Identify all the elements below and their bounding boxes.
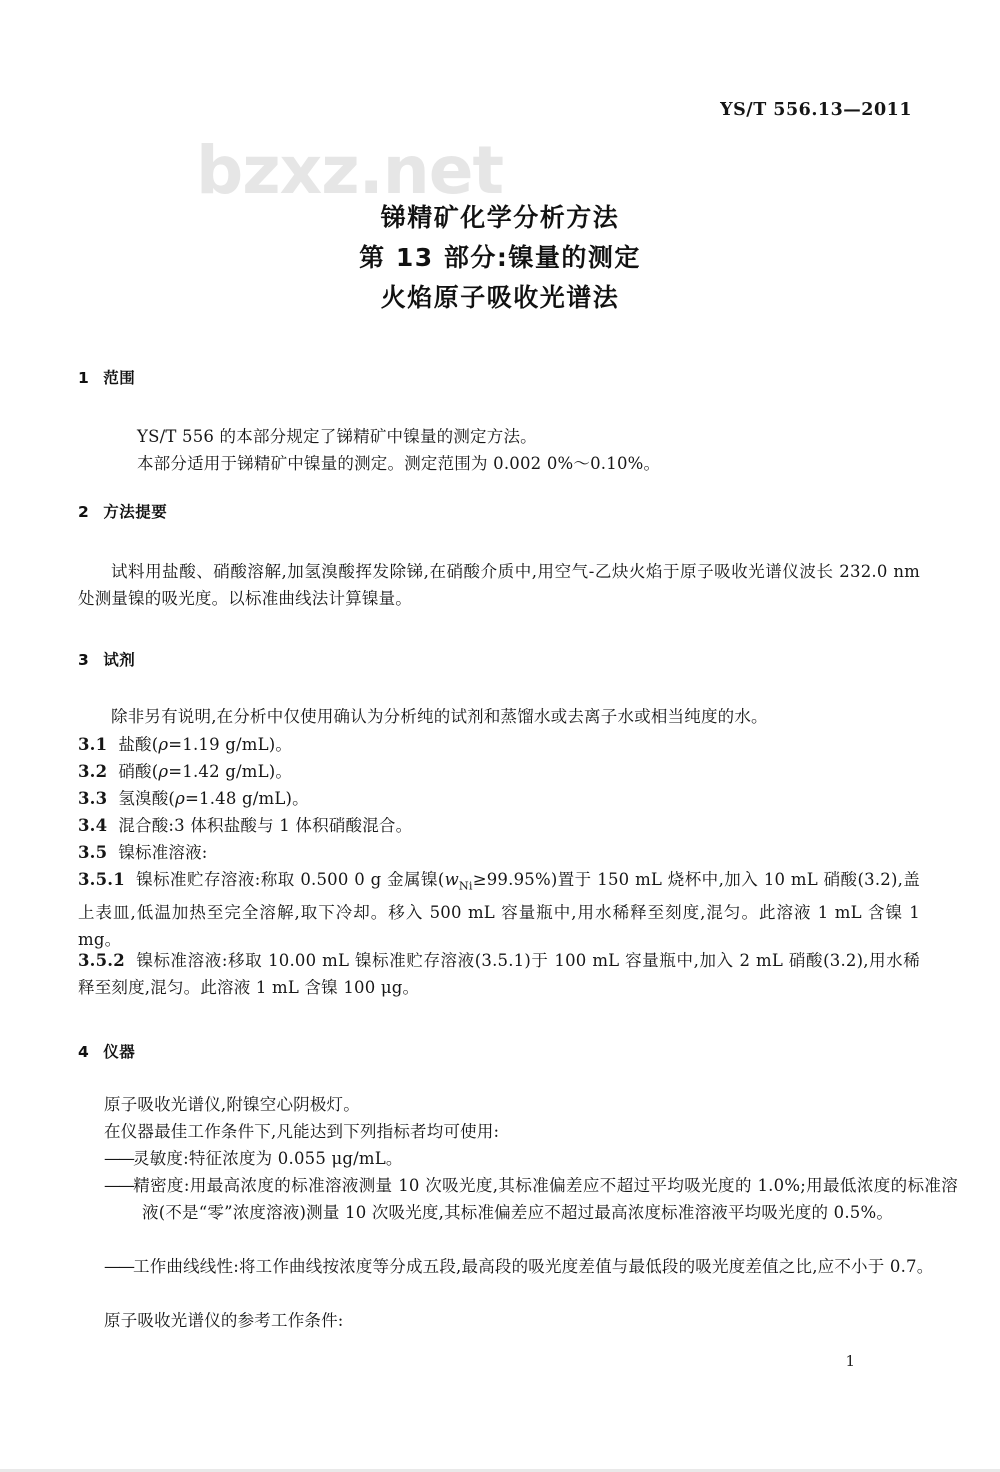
dash-marker-icon: —— xyxy=(104,1149,133,1168)
section-title-1: 范围 xyxy=(103,369,136,387)
precision-text: 精密度:用最高浓度的标准溶液测量 10 次吸光度,其标准偏差应不超过平均吸光度的 1.0%;用最低浓度的标准溶液(不是“零”浓度溶液)测量 10 次吸光度,其标准偏差应不超过最高浓度标准溶液平均吸光度的 0.5%。 xyxy=(133,1176,958,1222)
section-title-2: 方法提要 xyxy=(103,503,168,521)
density-symbol-3-2: ρ xyxy=(158,762,169,781)
standard-solution-text: 移取 10.00 mL 镍标准贮存溶液(3.5.1)于 100 mL 容量瓶中,加入 2 mL 硝酸(3.2),用水稀释至刻度,混匀。此溶液 1 mL 含镍 100 μg。 xyxy=(78,951,920,997)
apparatus-closing-line: 原子吸收光谱仪的参考工作条件: xyxy=(104,1311,344,1330)
reagent-number-3-2: 3.2 xyxy=(78,762,108,781)
reagent-number-3-5-2: 3.5.2 xyxy=(78,951,125,970)
section-heading-principle xyxy=(78,500,167,522)
linearity-text: 工作曲线线性:将工作曲线按浓度等分成五段,最高段的吸光度差值与最低段的吸光度差值之比,应不小于 0.7。 xyxy=(133,1257,934,1276)
section-number-1: 1 xyxy=(78,369,90,387)
reagent-number-3-4: 3.4 xyxy=(78,816,108,835)
density-symbol-3-3: ρ xyxy=(175,789,185,808)
title-line-3: 火焰原子吸收光谱法 xyxy=(380,283,620,312)
sensitivity-text: 灵敏度:特征浓度为 0.055 μg/mL。 xyxy=(133,1149,403,1168)
principle-paragraph: 试料用盐酸、硝酸溶解,加氢溴酸挥发除锑,在硝酸介质中,用空气-乙炔火焰于原子吸收光谱仪波长 232.0 nm 处测量镍的吸光度。以标准曲线法计算镍量。 xyxy=(78,562,920,608)
section-number-4: 4 xyxy=(78,1043,90,1061)
reagent-text-3-4: 混合酸:3 体积盐酸与 1 体积硝酸混合。 xyxy=(118,816,413,835)
reagent-item-3-2 xyxy=(78,758,920,785)
apparatus-line-1: 原子吸收光谱仪,附镍空心阴极灯。 xyxy=(104,1095,360,1114)
section-number-3: 3 xyxy=(78,651,90,669)
reagent-number-3-5-1: 3.5.1 xyxy=(78,870,125,889)
apparatus-dash-item-linearity xyxy=(104,1253,958,1280)
section-heading-scope xyxy=(78,366,135,388)
dash-marker-icon: —— xyxy=(104,1257,133,1276)
reagent-text-3-3-b: =1.48 g/mL)。 xyxy=(184,789,309,808)
document-title xyxy=(0,198,1000,318)
reagent-item-3-5-1 xyxy=(78,866,920,953)
standard-code-header: YS/T 556.13—2011 xyxy=(720,100,912,120)
page-number: 1 xyxy=(845,1352,855,1370)
reagent-number-3-5: 3.5 xyxy=(78,843,108,862)
mass-fraction-subscript: Ni xyxy=(458,879,473,893)
stock-solution-text-b: ≥99.95%)置于 150 mL 烧杯中,加入 10 mL 硝酸(3.2),盖上表皿,低温加热至完全溶解,取下冷却。移入 500 mL 容量瓶中,用水稀释至刻度,混匀。此溶液 1 mL 含镍 1 mg。 xyxy=(78,870,920,950)
reagent-item-3-5-2 xyxy=(78,947,920,1001)
section-number-2: 2 xyxy=(78,503,90,521)
reagent-text-3-2-b: =1.42 g/mL)。 xyxy=(168,762,293,781)
density-symbol-3-1: ρ xyxy=(158,735,169,754)
apparatus-dash-item-sensitivity xyxy=(104,1145,958,1172)
section-title-3: 试剂 xyxy=(103,651,136,669)
section-heading-reagents xyxy=(78,648,135,670)
reagent-number-3-1: 3.1 xyxy=(78,735,108,754)
section-heading-apparatus xyxy=(78,1040,135,1062)
watermark-text: bzxz.net xyxy=(196,132,504,209)
stock-solution-label: 镍标准贮存溶液: xyxy=(135,870,261,889)
title-line-1: 锑精矿化学分析方法 xyxy=(380,203,620,232)
standard-solution-label: 镍标准溶液: xyxy=(135,951,228,970)
mass-fraction-symbol: w xyxy=(444,870,459,889)
section-title-4: 仪器 xyxy=(103,1043,136,1061)
scope-paragraph-2: 本部分适用于锑精矿中镍量的测定。测定范围为 0.002 0%～0.10%。 xyxy=(137,454,661,473)
reagent-number-3-3: 3.3 xyxy=(78,789,108,808)
reagent-text-3-2-a: 硝酸( xyxy=(118,762,159,781)
title-line-2: 第 13 部分:镍量的测定 xyxy=(359,243,641,272)
scope-paragraph-1: YS/T 556 的本部分规定了锑精矿中镍量的测定方法。 xyxy=(137,427,537,446)
reagent-item-3-1 xyxy=(78,731,920,758)
reagents-intro: 除非另有说明,在分析中仅使用确认为分析纯的试剂和蒸馏水或去离子水或相当纯度的水。 xyxy=(111,707,768,726)
reagent-text-3-3-a: 氢溴酸( xyxy=(118,789,176,808)
reagent-text-3-5: 镍标准溶液: xyxy=(118,843,208,862)
reagent-item-3-5 xyxy=(78,839,920,866)
apparatus-dash-item-precision xyxy=(104,1172,958,1226)
reagent-item-3-4 xyxy=(78,812,920,839)
stock-solution-text-a: 称取 0.500 0 g 金属镍( xyxy=(260,870,445,889)
reagent-text-3-1-a: 盐酸( xyxy=(118,735,159,754)
reagent-text-3-1-b: =1.19 g/mL)。 xyxy=(168,735,293,754)
reagent-item-3-3 xyxy=(78,785,920,812)
dash-marker-icon: —— xyxy=(104,1176,133,1195)
apparatus-line-2: 在仪器最佳工作条件下,凡能达到下列指标者均可使用: xyxy=(104,1122,500,1141)
